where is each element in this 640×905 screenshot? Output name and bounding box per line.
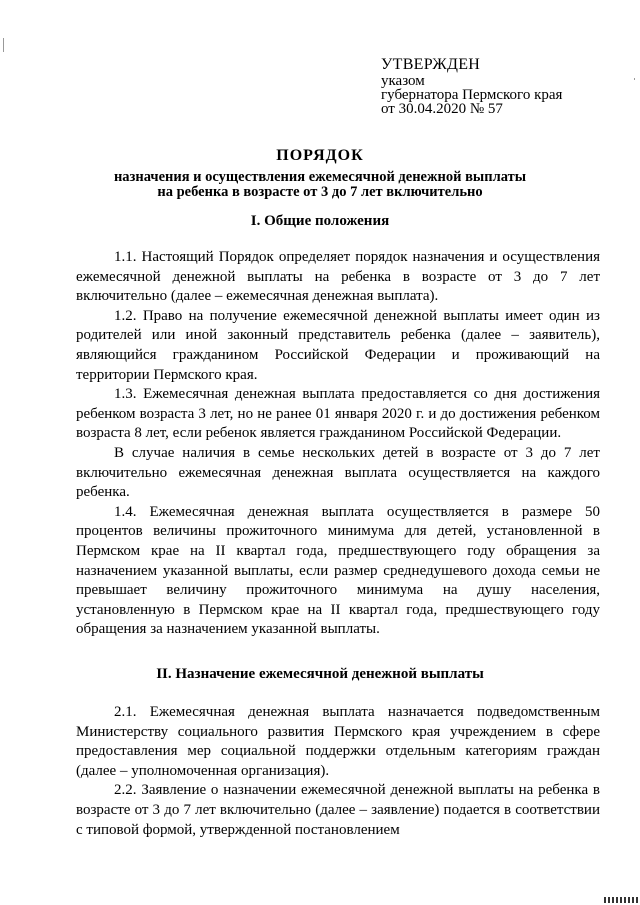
paragraph: 1.4. Ежемесячная денежная выплата осуществляется в размере 50 процентов величины прожиточного минимума для детей, установленной в Пермском крае на II квартал года, предшествующего году обращения за назначением указанной выплаты, если размер среднедушевого дохода семьи не превышает величину прожиточного минимума на душу населения, установленную в Пермском крае на II квартал года, предшествующего году обращения за назначением указанной выплаты. — [76, 503, 600, 638]
paragraph: 2.1. Ежемесячная денежная выплата назначается подведомственным Министерству социального развития Пермского края учреждением в сфере предоставления мер социальной поддержки отдельным категориям граждан (далее – уполномоченная организация). — [76, 704, 600, 779]
subtitle-line: назначения и осуществления ежемесячной денежной выплаты — [113, 169, 527, 185]
section-heading-assignment: II. Назначение ежемесячной денежной выплаты — [156, 666, 484, 682]
approval-date: от 30.04.2020 № 57 — [381, 101, 503, 117]
section-heading-general: I. Общие положения — [250, 213, 390, 229]
paragraph: 1.1. Настоящий Порядок определяет порядок назначения и осуществления ежемесячной денежной выплаты на ребенка в возрасте от 3 до 7 лет включительно (далее – ежемесячная денежная выплата). — [76, 249, 600, 305]
paragraph: 1.3. Ежемесячная денежная выплата предоставляется со дня достижения ребенком возраста 3 лет, но не ранее 01 января 2020 г. и до достижения ребенком возраста 8 лет, если ребенок является гражданином Российской Федерации. — [76, 386, 600, 442]
scan-margin-mark — [634, 78, 635, 80]
section-assignment-body — [76, 703, 600, 840]
approval-line: указом — [381, 73, 425, 89]
subtitle-line: на ребенка в возрасте от 3 до 7 лет включительно — [157, 184, 483, 200]
scan-corner-mark — [604, 897, 638, 903]
paragraph: В случае наличия в семье нескольких детей в возрасте от 3 до 7 лет включительно ежемесячная денежная выплата осуществляется на каждого ребенка. — [76, 444, 600, 501]
approval-stamp — [381, 56, 562, 116]
document-subtitle — [0, 170, 640, 200]
paragraph: 2.2. Заявление о назначении ежемесячной денежной выплаты на ребенка в возрасте от 3 до 7 лет включительно (далее – заявление) подается в соответствии с типовой формой, утвержденной постановлением — [76, 782, 600, 838]
approval-line: губернатора Пермского края — [381, 87, 563, 103]
scan-margin-mark — [3, 38, 4, 52]
approval-heading: УТВЕРЖДЕН — [381, 56, 481, 73]
paragraph: 1.2. Право на получение ежемесячной денежной выплаты имеет один из родителей или иной законный представитель ребенка (далее – заявитель), являющийся гражданином Российской Федерации и проживающий на территории Пермского края. — [76, 307, 600, 383]
section-general-body — [76, 248, 600, 640]
document-title: ПОРЯДОК — [276, 147, 364, 164]
